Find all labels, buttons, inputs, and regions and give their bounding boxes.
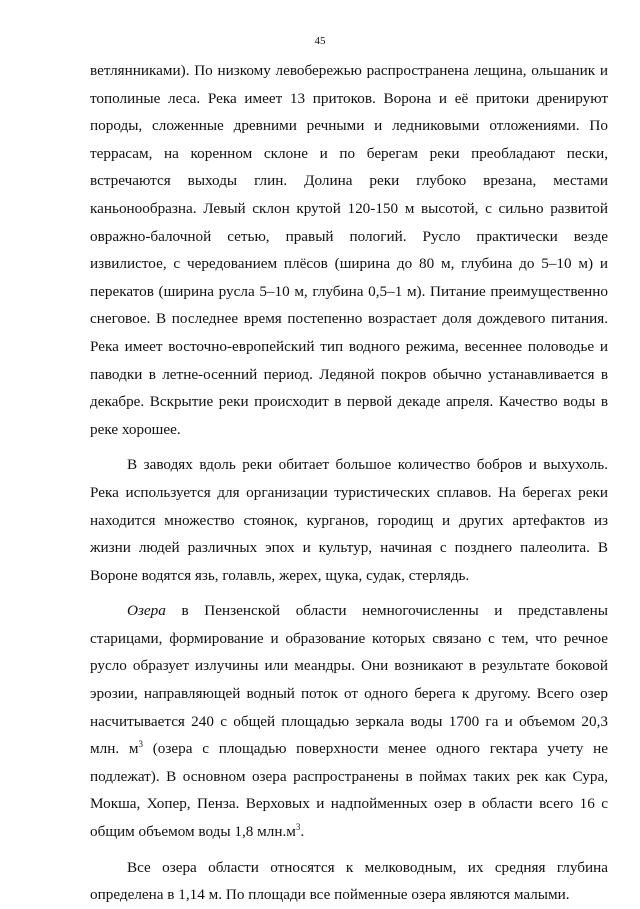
lakes-text-part-2: (озера с площадью поверхности менее одного гектара учету не подлежат). В основном озера распространены в поймах таких рек как Сура, Мокша, Хопер, Пенза. Верховых и надпойменных озер в области всего 16 с общим объемом воды 1,8 млн.м: [90, 740, 608, 841]
lakes-text-part-3: .: [300, 823, 305, 841]
cubic-superscript-2: 3: [295, 822, 301, 833]
document-body: [90, 57, 608, 909]
paragraph-lakes-depth: Все озера области относятся к мелководным, их средняя глубина определена в 1,14 м. По площади все пойменные озера являются малыми.: [90, 858, 608, 904]
paragraph-vorona-fauna: В заводях вдоль реки обитает большое количество бобров и выхухоль. Река используется для организации туристических сплавов. На берегах реки находится множество стоянок, курганов, городищ и других артефактов из жизни людей различных эпох и культур, начиная с позднего палеолита. В Вороне водятся язь, голавль, жерех, щука, судак, стерлядь.: [90, 456, 608, 584]
cubic-superscript-1: 3: [138, 739, 143, 750]
page-number: 45: [314, 35, 326, 47]
lakes-text-part-1: в Пензенской области немногочисленны и представлены старицами, формирование и образование которых связано с тем, что речное русло образует излучины или меандры. Они возникают в результате боковой эрозии, направляющей водный поток от одного берега к другому. Всего озер насчитывается 240 с общей площадью зеркала воды 1700 га и объемом 20,3 млн. м: [90, 602, 608, 758]
paragraph-vorona-description: ветлянниками). По низкому левобережью распространена лещина, ольшаник и тополиные леса. Река имеет 13 притоков. Ворона и её притоки дренируют породы, сложенные древними речными и ледниковыми отложениями. По террасам, на коренном склоне и по берегам реки преобладают пески, встречаются выходы глин. Долина реки глубоко врезана, местами каньонообразна. Левый склон крутой 120-150 м высотой, с сильно развитой овражно-балочной сетью, правый пологий. Русло практически везде извилистое, с чередованием плёсов (ширина до 80 м, глубина до 5–10 м) и перекатов (ширина русла 5–10 м, глубина 0,5–1 м). Питание преимущественно снеговое. В последнее время постепенно возрастает доля дождевого питания. Река имеет восточно-европейский тип водного режима, весеннее половодье и паводки в летне-осенний период. Ледяной покров обычно устанавливается в декабре. Вскрытие реки происходит в первой декаде апреля. Качество воды в реке хорошее.: [90, 62, 608, 438]
paragraph-lakes: [90, 597, 608, 845]
lakes-term: Озера: [127, 602, 166, 620]
